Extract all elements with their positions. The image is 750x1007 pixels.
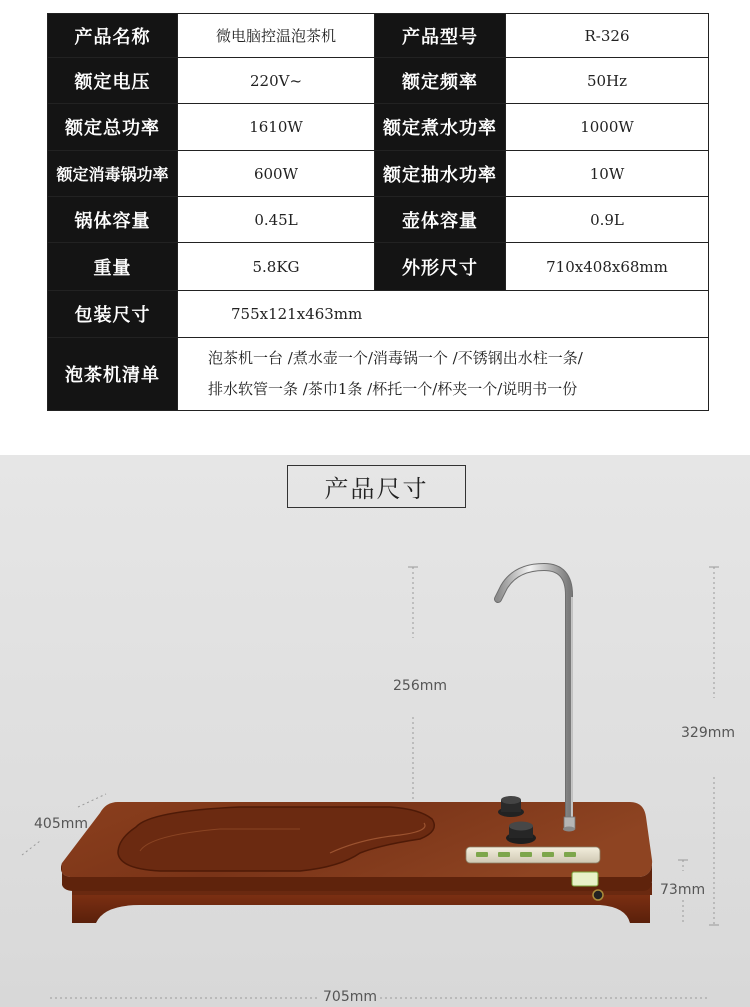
spec-value: 微电脑控温泡茶机 bbox=[178, 14, 375, 58]
spec-key: 产品名称 bbox=[48, 14, 178, 58]
spec-table bbox=[47, 13, 709, 411]
spec-key: 额定抽水功率 bbox=[375, 151, 506, 197]
spec-value: 0.9L bbox=[506, 197, 709, 243]
tea-machine-illustration bbox=[0, 455, 750, 1007]
spec-value: 10W bbox=[506, 151, 709, 197]
spec-row-package bbox=[48, 291, 709, 338]
spec-row bbox=[48, 151, 709, 197]
spec-key: 壶体容量 bbox=[375, 197, 506, 243]
spec-key: 额定消毒锅功率 bbox=[48, 151, 178, 197]
spec-key: 额定总功率 bbox=[48, 104, 178, 151]
spec-key: 产品型号 bbox=[375, 14, 506, 58]
certification-sticker bbox=[572, 872, 598, 886]
spec-value: 755x121x463mm bbox=[178, 291, 709, 338]
spec-key: 额定电压 bbox=[48, 58, 178, 104]
spec-value: 50Hz bbox=[506, 58, 709, 104]
spec-value: 220V~ bbox=[178, 58, 375, 104]
spec-key: 泡茶机清单 bbox=[48, 338, 178, 411]
spec-row bbox=[48, 243, 709, 291]
spec-value: 1610W bbox=[178, 104, 375, 151]
section-title: 产品尺寸 bbox=[287, 465, 466, 508]
dimension-label-faucet-height: 256mm bbox=[393, 678, 447, 694]
package-contents bbox=[178, 338, 709, 411]
knob-icon bbox=[506, 822, 536, 845]
dimension-label-body-height: 73mm bbox=[660, 882, 706, 898]
spec-row bbox=[48, 197, 709, 243]
tray-feet bbox=[72, 895, 650, 923]
spec-key: 锅体容量 bbox=[48, 197, 178, 243]
drain-port-icon bbox=[593, 890, 603, 900]
package-contents-line: 排水软管一条 /茶巾1条 /杯托一个/杯夹一个/说明书一份 bbox=[208, 380, 578, 398]
spec-key: 外形尺寸 bbox=[375, 243, 506, 291]
spec-key: 额定频率 bbox=[375, 58, 506, 104]
spec-key: 额定煮水功率 bbox=[375, 104, 506, 151]
spec-row bbox=[48, 14, 709, 58]
dimension-lines bbox=[22, 567, 719, 998]
spec-row bbox=[48, 58, 709, 104]
spec-value: R-326 bbox=[506, 14, 709, 58]
faucet-icon bbox=[498, 567, 575, 832]
spec-value: 600W bbox=[178, 151, 375, 197]
knob-icon bbox=[498, 796, 524, 817]
spec-value: 1000W bbox=[506, 104, 709, 151]
spec-value: 5.8KG bbox=[178, 243, 375, 291]
spec-value: 710x408x68mm bbox=[506, 243, 709, 291]
spec-value: 0.45L bbox=[178, 197, 375, 243]
dimension-label-width: 705mm bbox=[323, 989, 377, 1005]
package-contents-line: 泡茶机一台 /煮水壶一个/消毒锅一个 /不锈钢出水柱一条/ bbox=[208, 349, 583, 367]
spec-key: 包装尺寸 bbox=[48, 291, 178, 338]
dimension-label-total-height: 329mm bbox=[681, 725, 735, 741]
spec-row-list bbox=[48, 338, 709, 411]
dimension-section bbox=[0, 455, 750, 1007]
spec-key: 重量 bbox=[48, 243, 178, 291]
spec-row bbox=[48, 104, 709, 151]
dimension-label-depth: 405mm bbox=[34, 816, 88, 832]
